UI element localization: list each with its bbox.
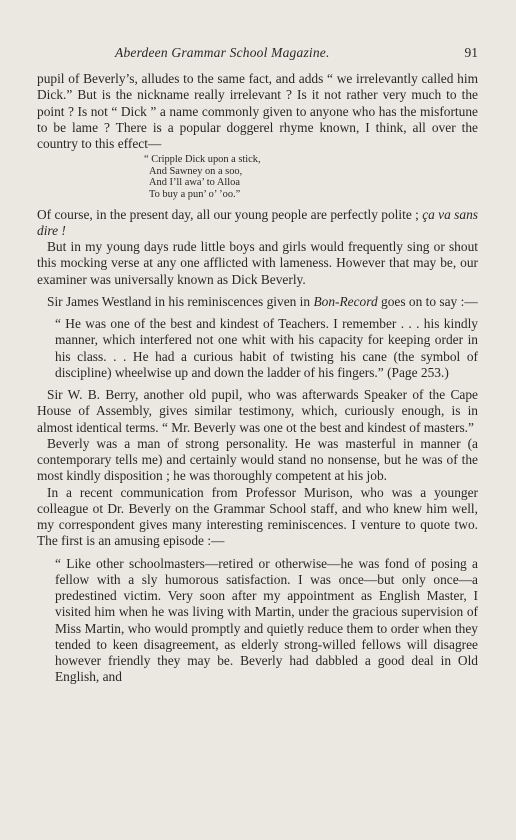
paragraph-3: But in my young days rude little boys and girls would frequently sing or shout this mocking verse at any one afflicted with lameness. However that may be, our examiner was universally known as Dick Beverly. bbox=[37, 239, 478, 287]
paragraph-7: In a recent communication from Professor Murison, who was a younger colleague ot Dr. Beverly on the Grammar School staff, and who knew him well, my correspondent gives many interesting reminiscences. I venture to quote two. The first is an amusing episode :— bbox=[37, 484, 478, 549]
page-number: 91 bbox=[464, 45, 478, 60]
block-quote-1: “ He was one of the best and kindest of Teachers. I remember . . . his kindly manner, which interfered not one whit with his capacity for keeping order in his class. . . He had a curious habit of twisting his cane (the symbol of discipline) wheelwise up and down the ladder of his fingers.” (Page 253.) bbox=[55, 316, 478, 380]
page-header bbox=[37, 45, 478, 63]
verse-line: To buy a pun’ o’ ’oo.” bbox=[149, 189, 241, 201]
verse-line: And I’ll awa’ to Alloa bbox=[149, 177, 240, 189]
italic-phrase: ça va sans dire ! bbox=[37, 206, 478, 238]
running-title: Aberdeen Grammar School Magazine. bbox=[115, 45, 330, 60]
verse-line: And Sawney on a soo, bbox=[149, 165, 243, 177]
body-text bbox=[37, 71, 478, 686]
paragraph-4: Sir James Westland in his reminiscences given in Bon-Record goes on to say :— bbox=[47, 293, 478, 309]
paragraph-6: Beverly was a man of strong personality. He was masterful in manner (a contemporary tells me) and certainly would stand no nonsense, but he was of the most kindly disposition ; he was thoroughly competent at his job. bbox=[37, 435, 478, 484]
paragraph-5: Sir W. B. Berry, another old pupil, who was afterwards Speaker of the Cape House of Assembly, gives similar testimony, which, curiously enough, is in almost identical terms. “ Mr. Beverly was one ot the best and kindest of masters.” bbox=[37, 387, 478, 435]
paragraph-1: pupil of Beverly’s, alludes to the same fact, and adds “ we irrelevantly called him Dick.” But is the nickname really irrelevant ? Is it not rather very much to the point ? Is not “ Dick ” a name commonly given to anyone who has the misfortune to be lame ? There is a popular doggerel rhyme known, I think, all over the country to this effect— bbox=[37, 71, 478, 151]
verse-block bbox=[144, 154, 478, 201]
verse-line: “ Cripple Dick upon a stick, bbox=[144, 154, 261, 166]
italic-title: Bon-Record bbox=[313, 293, 378, 309]
paragraph-2: Of course, in the present day, all our young people are perfectly polite ; ça va sans dire ! bbox=[37, 206, 478, 238]
block-quote-2: “ Like other schoolmasters—retired or otherwise—he was fond of posing a fellow with a sly humorous satisfaction. I was once—but only once—a predestined victim. Very soon after my appointment as English Master, I visited him when he was living with Martin, under the gracious supervision of Miss Martin, who would promptly and quietly reduce them to order when they tended to keen disagreement, as elderly strong-willed fellows will disagree however friendly they may be. Beverly had dabbled a good deal in Old English, and bbox=[55, 555, 478, 685]
